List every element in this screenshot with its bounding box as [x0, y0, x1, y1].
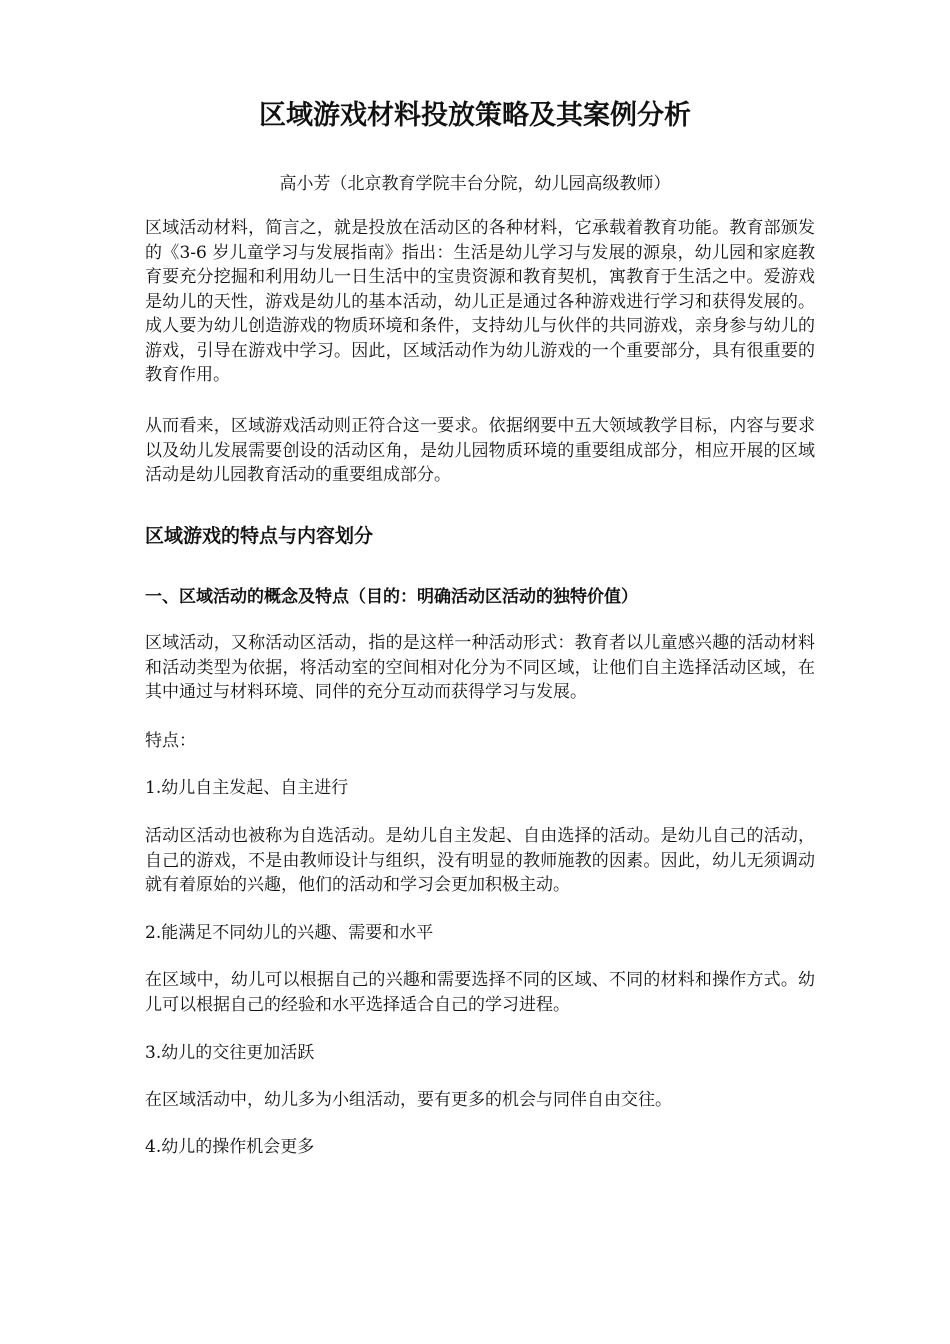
- feature-1-title: 1.幼儿自主发起、自主进行: [145, 778, 349, 798]
- features-label: 特点：: [145, 731, 196, 751]
- feature-2-text: 在区域中，幼儿可以根据自己的兴趣和需要选择不同的区域、不同的材料和操作方式。幼儿可以根据自己的经验和水平选择适合自己的学习进程。: [145, 970, 815, 1015]
- feature-1-text: 活动区活动也被称为自选活动。是幼儿自主发起、自由选择的活动。是幼儿自己的活动，自己的游戏，不是由教师设计与组织，没有明显的教师施教的因素。因此，幼儿无须调动就有着原始的兴趣，他们的活动和学习会更加积极主动。: [145, 826, 815, 895]
- feature-2-title: 2.能满足不同幼儿的兴趣、需要和水平: [145, 923, 434, 943]
- intro-paragraph-2: 从而看来，区域游戏活动则正符合这一要求。依据纲要中五大领域教学目标，内容与要求以及幼儿发展需要创设的活动区角，是幼儿园物质环境的重要组成部分，相应开展的区域活动是幼儿园教育活动的重要组成部分。: [145, 416, 815, 485]
- subsection-heading: 一、区域活动的概念及特点（目的：明确活动区活动的独特价值）: [145, 587, 638, 607]
- feature-4-title: 4.幼儿的操作机会更多: [145, 1137, 315, 1157]
- author-line: 高小芳（北京教育学院丰台分院，幼儿园高级教师）: [279, 174, 671, 194]
- intro-paragraph-1: 区域活动材料，简言之，就是投放在活动区的各种材料，它承载着教育功能。教育部颁发的《3-6 岁儿童学习与发展指南》指出：生活是幼儿学习与发展的源泉，幼儿园和家庭教育要充分挖掘和利用幼儿一日生活中的宝贵资源和教育契机，寓教育于生活之中。爱游戏是幼儿的天性，游戏是幼儿的基本活动，幼儿正是通过各种游戏进行学习和获得发展的。成人要为幼儿创造游戏的物质环境和条件，支持幼儿与伙伴的共同游戏，亲身参与幼儿的游戏，引导在游戏中学习。因此，区域活动作为幼儿游戏的一个重要部分，具有很重要的教育作用。: [145, 218, 815, 385]
- document-title: 区域游戏材料投放策略及其案例分析: [259, 100, 691, 131]
- definition-paragraph: 区域活动，又称活动区活动，指的是这样一种活动形式：教育者以儿童感兴趣的活动材料和活动类型为依据，将活动室的空间相对化分为不同区域，让他们自主选择活动区域，在其中通过与材料环境、同伴的充分互动而获得学习与发展。: [145, 633, 815, 702]
- feature-3-title: 3.幼儿的交往更加活跃: [145, 1043, 315, 1063]
- section-heading: 区域游戏的特点与内容划分: [145, 525, 374, 547]
- feature-3-text: 在区域活动中，幼儿多为小组活动，要有更多的机会与同伴自由交往。: [145, 1090, 672, 1110]
